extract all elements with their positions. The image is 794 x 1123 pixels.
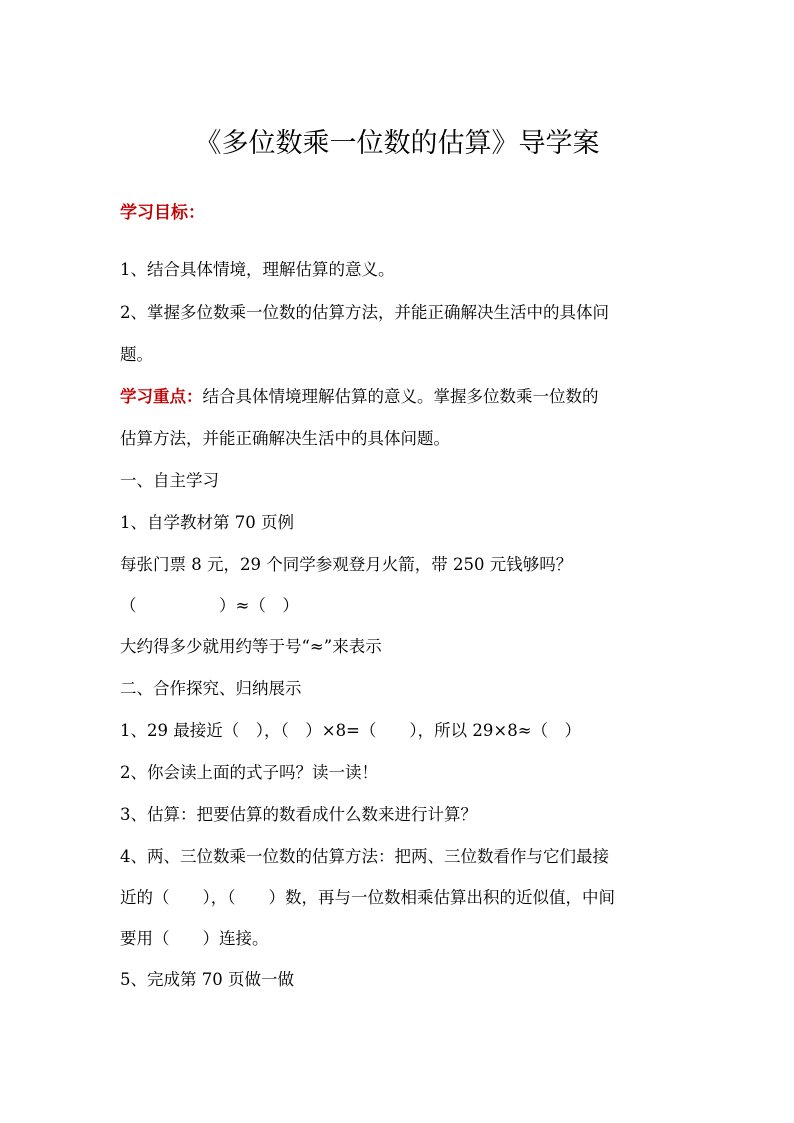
section-2-item-4-line3: 要用（ ）连接。 — [120, 929, 269, 948]
section-2-item-4-line2: 近的（ ），（ ）数，再与一位数相乘估算出积的近似值，中间 — [120, 888, 615, 907]
keypoint-text-line2: 估算方法，并能正确解决生活中的具体问题。 — [120, 429, 450, 448]
keypoint-label: 学习重点： — [120, 387, 203, 406]
section-2-item-3: 3、估算：把要估算的数看成什么数来进行计算？ — [120, 805, 477, 824]
keypoint-paragraph-line1 — [120, 384, 690, 410]
objective-2-line1: 2、掌握多位数乘一位数的估算方法，并能正确解决生活中的具体问 — [120, 303, 609, 322]
section-2-title: 二、合作探究、归纳展示 — [120, 679, 302, 698]
section-2-item-4-line1: 4、两、三位数乘一位数的估算方法：把两、三位数看作与它们最接 — [120, 847, 609, 866]
section-1-note: 大约得多少就用约等于号“≈”来表示 — [120, 637, 382, 656]
page-title: 《多位数乘一位数的估算》导学案 — [194, 128, 600, 159]
section-1-title: 一、自主学习 — [120, 471, 219, 490]
section-2-item-5: 5、完成第 70 页做一做 — [120, 970, 294, 989]
section-1-item-1: 1、自学教材第 70 页例 — [120, 513, 294, 532]
section-2-item-1: 1、29 最接近（ ），（ ）×8=（ ），所以 29×8≈（ ） — [120, 721, 582, 740]
section-1-blank: （ ）≈（ ） — [120, 596, 299, 615]
objective-2-line2: 题。 — [120, 345, 153, 364]
objectives-heading: 学习目标： — [120, 203, 205, 223]
objective-1: 1、结合具体情境，理解估算的意义。 — [120, 260, 395, 279]
section-1-problem: 每张门票 8 元，29 个同学参观登月火箭，带 250 元钱够吗？ — [120, 555, 573, 574]
section-2-item-2: 2、你会读上面的式子吗？读一读！ — [120, 763, 378, 782]
keypoint-text-line1: 结合具体情境理解估算的意义。掌握多位数乘一位数的 — [202, 387, 599, 406]
